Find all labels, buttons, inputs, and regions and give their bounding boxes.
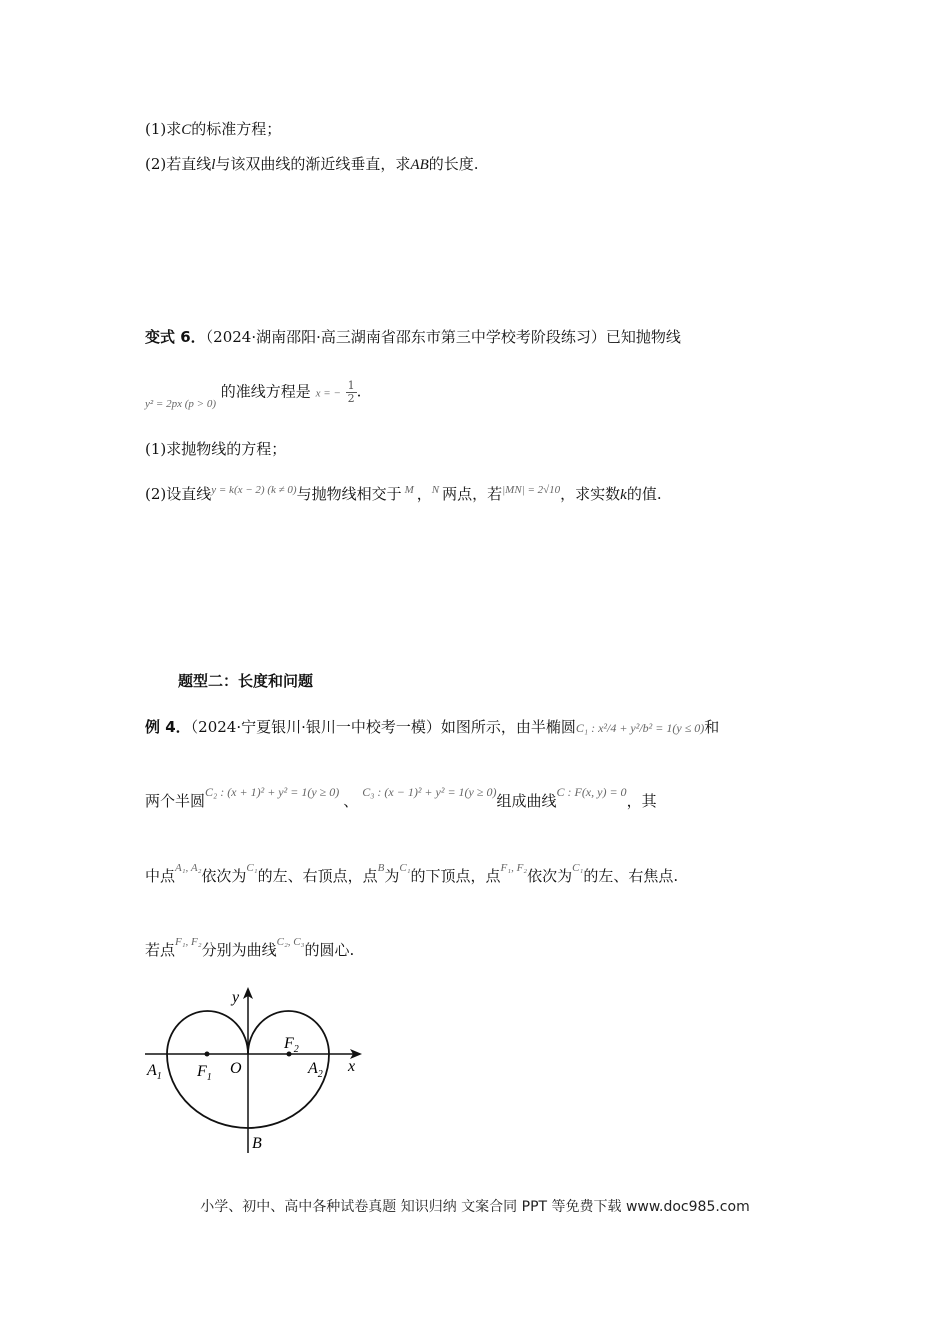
l4-c: 的圆心. (304, 941, 355, 959)
p2-prefix: (2)设直线 (145, 485, 212, 503)
l3-b: 依次为 (201, 867, 247, 885)
variant6-fraction (346, 380, 357, 405)
label-B: B (252, 1135, 262, 1152)
p2-N: N (431, 484, 440, 496)
question-1 (145, 119, 281, 140)
q2-prefix: (2)若直线 (145, 155, 212, 173)
l2-end: ，其 (626, 792, 657, 810)
variant6-p1: (1)求抛物线的方程； (145, 440, 287, 458)
example4-line2 (145, 785, 657, 812)
p2-k: k (620, 487, 627, 503)
l3-a: 中点 (145, 867, 176, 885)
q2-mid: 与该双曲线的渐近线垂直，求 (215, 155, 411, 173)
l3-f: 依次为 (527, 867, 573, 885)
example4-line1 (145, 717, 719, 738)
example4-label: 例 4． (145, 718, 191, 736)
p2-tail: 的值. (626, 485, 662, 503)
p2-condition: |MN| = 2√10 (502, 484, 561, 496)
l3-c: 的左、右顶点，点 (257, 867, 378, 885)
variant6-header (145, 327, 681, 347)
label-F1: $F_1$ (197, 1063, 212, 1083)
q2-var-l: l (211, 157, 216, 173)
p2-end: ，求实数 (560, 485, 621, 503)
variant6-part1 (145, 439, 286, 459)
l4-a: 若点 (145, 941, 176, 959)
example4-and: 和 (704, 718, 720, 736)
l4-F: F₁, F₂ (175, 936, 202, 948)
q1-prefix: (1)求 (145, 120, 182, 138)
example4-line3 (145, 862, 679, 888)
l2-sep: 、 (343, 792, 359, 810)
l3-e: 的下顶点，点 (410, 867, 501, 885)
label-y: y (232, 989, 240, 1006)
p2-M: M (404, 484, 414, 496)
frac-num: 1 (347, 379, 355, 392)
variant6-label: 变式 6． (145, 328, 206, 346)
l2-prefix: 两个半圆 (145, 792, 206, 810)
variant6-part2 (145, 484, 662, 506)
section-title: 题型二：长度和问题 (178, 672, 314, 690)
label-A2: $A_2$ (308, 1060, 323, 1080)
focus-f2-dot (287, 1052, 292, 1057)
label-A1: $A_1$ (147, 1062, 162, 1082)
variant6-eq: y² = 2px (p > 0) (145, 397, 216, 410)
l3-C1a: C₁ (246, 862, 258, 874)
l2-mid: 组成曲线 (496, 792, 557, 810)
p2-mid2: 两点，若 (442, 485, 503, 503)
l3-d: 为 (384, 867, 400, 885)
example4-line4 (145, 936, 355, 962)
semicircle-c2 (167, 1011, 248, 1054)
variant6-eq-line (145, 380, 361, 420)
q2-suffix: 的长度. (428, 155, 479, 173)
focus-f1-dot (205, 1052, 210, 1057)
example4-curve: C : F(x, y) = 0 (556, 785, 627, 799)
l3-F: F₁, F₂ (500, 862, 528, 874)
example4-c1: C₁ : x²/4 + y²/b² = 1(y ≤ 0) (575, 721, 705, 735)
l3-C1c: C₁ (572, 862, 584, 874)
heart-curve-figure (140, 985, 380, 1160)
l3-A: A₁, A₂ (175, 862, 202, 874)
variant6-source: （2024·湖南邵阳·高三湖南省邵东市第三中学校考阶段练习）已知抛物线 (205, 328, 681, 346)
example4-source: （2024·宁夏银川·银川一中校考一模）如图所示，由半椭圆 (190, 718, 576, 736)
variant6-end: . (356, 382, 362, 401)
footer-text: 小学、初中、高中各种试卷真题 知识归纳 文案合同 PPT 等免费下载 www.doc985.com (200, 1199, 750, 1215)
l4-b: 分别为曲线 (201, 941, 277, 959)
l3-g: 的左、右焦点. (583, 867, 679, 885)
l3-C1b: C₁ (399, 862, 411, 874)
p2-comma: ， (416, 485, 432, 503)
example4-c3: C₃ : (x − 1)² + y² = 1(y ≥ 0) (362, 785, 497, 799)
question-2 (145, 154, 479, 175)
label-F2: $F_2$ (284, 1035, 299, 1055)
q1-suffix: 的标准方程； (191, 120, 282, 138)
label-O: O (230, 1060, 242, 1077)
example4-c2: C₂ : (x + 1)² + y² = 1(y ≥ 0) (205, 785, 340, 799)
q1-var: C (181, 122, 192, 138)
variant6-directrix: x = − (315, 387, 341, 400)
p2-line-eq: y = k(x − 2) (k ≠ 0) (211, 484, 297, 496)
frac-den: 2 (347, 392, 355, 405)
q2-var-ab: AB (410, 157, 429, 173)
variant6-mid: 的准线方程是 (220, 382, 311, 401)
label-x: x (348, 1058, 356, 1075)
l4-C: C₂, C₃ (276, 936, 305, 948)
p2-mid: 与抛物线相交于 (296, 485, 402, 503)
l3-B: B (377, 862, 385, 874)
